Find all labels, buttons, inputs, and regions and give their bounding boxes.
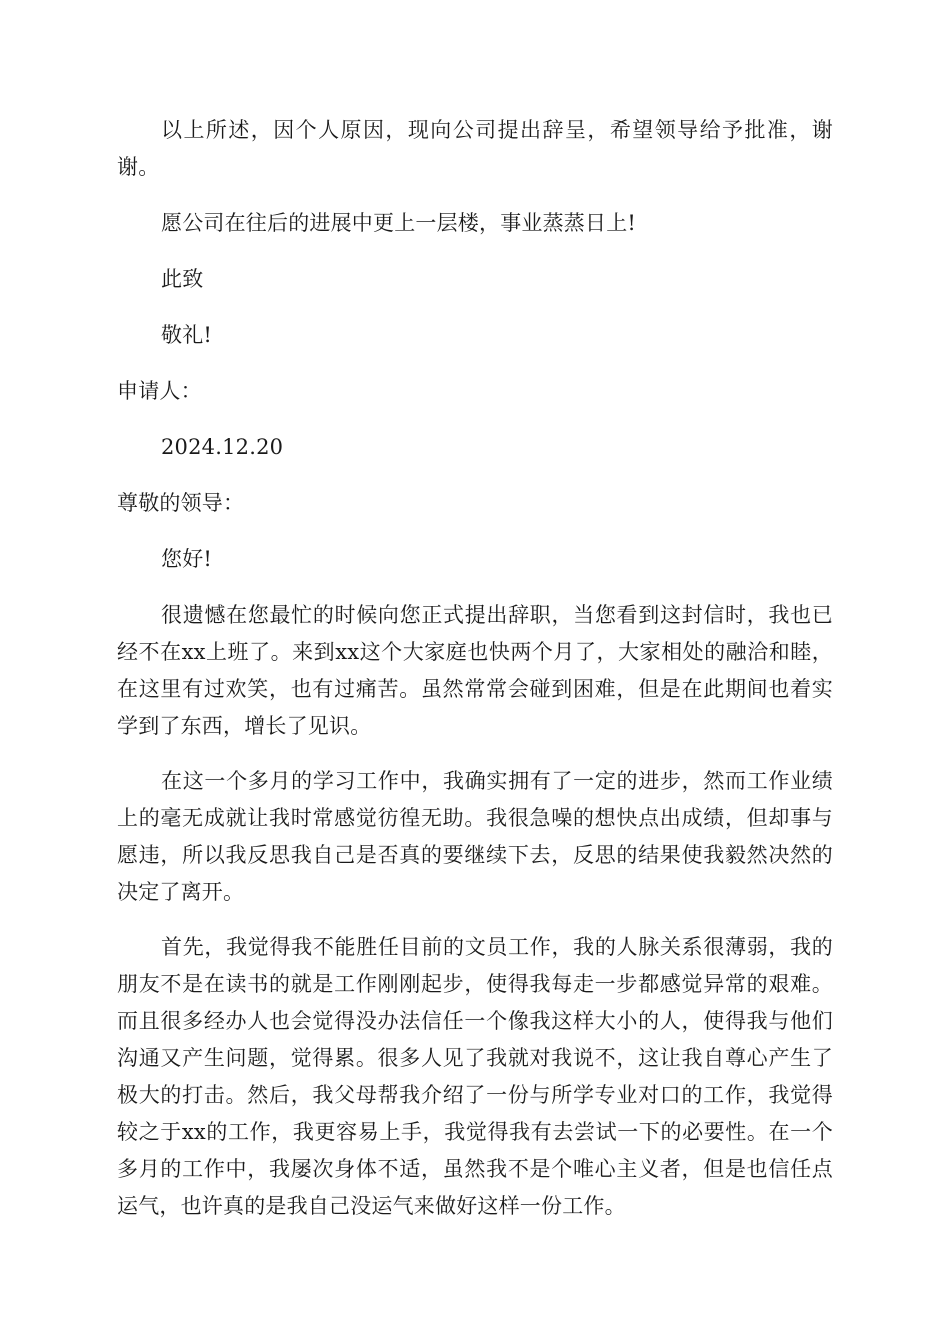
applicant-label: 申请人： bbox=[117, 379, 202, 403]
greeting-recipient: 尊敬的领导： bbox=[117, 491, 245, 515]
wish-line: 愿公司在往后的进展中更上一层楼，事业蒸蒸日上! bbox=[161, 211, 637, 235]
closing-paragraph: 以上所述，因个人原因，现向公司提出辞呈，希望领导给予批准，谢谢。 bbox=[117, 118, 833, 179]
salutation-line-1: 此致 bbox=[161, 267, 204, 291]
body-paragraph: 在这一个多月的学习工作中，我确实拥有了一定的进步，然而工作业绩上的毫无成就让我时常感觉彷徨无助。我很急噪的想快点出成绩，但却事与愿违，所以我反思我自己是否真的要继续下去，反思的结果使我毅然决然的决定了离开。 bbox=[117, 769, 833, 904]
body-paragraph: 很遗憾在您最忙的时候向您正式提出辞职，当您看到这封信时，我也已经不在xx上班了。来到xx这个大家庭也快两个月了，大家相处的融洽和睦，在这里有过欢笑，也有过痛苦。虽然常常会碰到困难，但是在此期间也着实学到了东西，增长了见识。 bbox=[117, 603, 833, 738]
salutation-line-2: 敬礼! bbox=[161, 323, 213, 347]
body-paragraph: 首先，我觉得我不能胜任目前的文员工作，我的人脉关系很薄弱，我的朋友不是在读书的就是工作刚刚起步，使得我每走一步都感觉异常的艰难。而且很多经办人也会觉得没办法信任一个像我这样大小的人，使得我与他们沟通又产生问题，觉得累。很多人见了我就对我说不，这让我自尊心产生了极大的打击。然后，我父母帮我介绍了一份与所学专业对口的工作，我觉得较之于xx的工作，我更容易上手，我觉得我有去尝试一下的必要性。在一个多月的工作中，我屡次身体不适，虽然我不是个唯心主义者，但是也信任点运气，也许真的是我自己没运气来做好这样一份工作。 bbox=[117, 935, 833, 1218]
date-line: 2024.12.20 bbox=[161, 435, 284, 459]
document-page bbox=[117, 112, 833, 1225]
greeting-hello: 您好! bbox=[161, 547, 213, 571]
